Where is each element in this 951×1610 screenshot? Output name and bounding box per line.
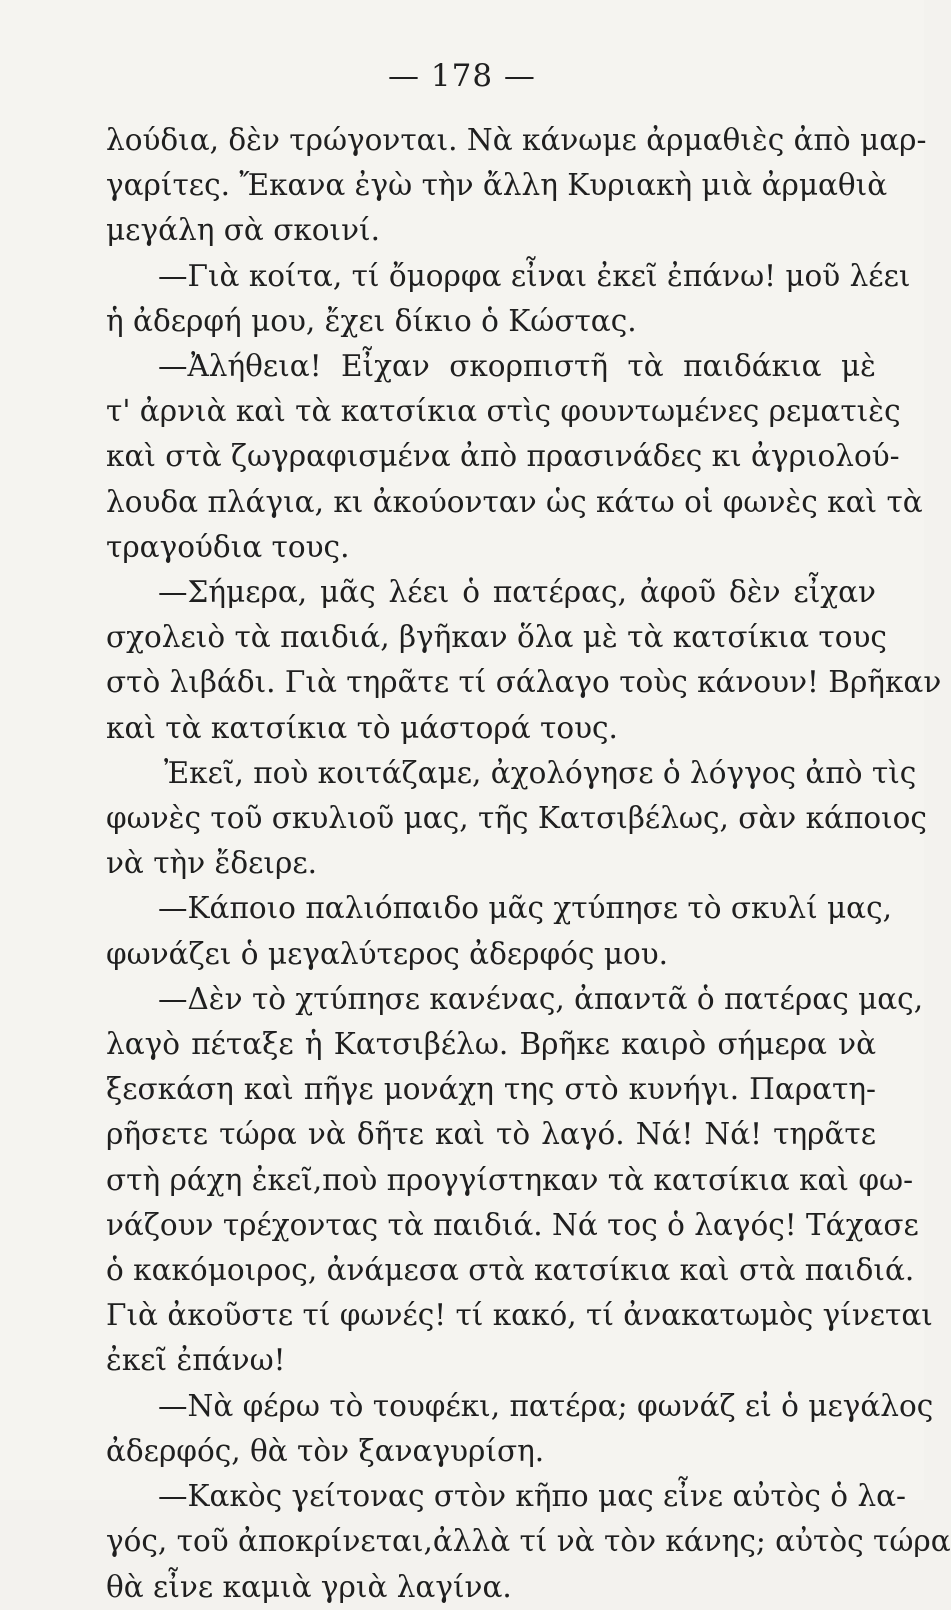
paragraph: [106, 118, 927, 254]
text-line: ξεσκάση καὶ πῆγε μονάχη της στὸ κυνήγι. Παρατη-: [106, 1072, 876, 1107]
paragraph: [106, 977, 933, 1384]
text-line: φωνάζει ὁ μεγαλύτερος ἀδερφός μου.: [106, 936, 669, 971]
text-line: ἐκεῖ ἐπάνω!: [106, 1343, 286, 1378]
text-line: καὶ τὰ κατσίκια τὸ μάστορά τους.: [106, 710, 618, 745]
text-line: θὰ εἶνε καμιὰ γριὰ λαγίνα.: [106, 1569, 512, 1604]
text-line: τ' ἀρνιὰ καὶ τὰ κατσίκια στὶς φουντωμένες ρεματιὲς: [106, 394, 901, 429]
page-body: [106, 118, 951, 1610]
paragraph: [106, 1474, 951, 1610]
text-line: λαγὸ πέταξε ἡ Κατσιβέλω. Βρῆκε καιρὸ σήμερα νὰ: [106, 1027, 876, 1062]
paragraph: [106, 344, 923, 570]
text-line: τραγούδια τους.: [106, 529, 350, 564]
paragraph: [106, 1384, 934, 1474]
text-line: ρῆσετε τώρα νὰ δῆτε καὶ τὸ λαγό. Νά! Νά! τηρᾶτε: [106, 1117, 876, 1152]
text-line: Ἐκεῖ, ποὺ κοιτάζαμε, ἀχολόγησε ὁ λόγγος ἀπὸ τὶς: [164, 755, 917, 790]
text-line: λουδα πλάγια, κι ἀκούονταν ὡς κάτω οἱ φωνὲς καὶ τὰ: [106, 484, 923, 519]
text-line: ἀδερφός, θὰ τὸν ξαναγυρίση.: [106, 1433, 545, 1468]
paragraph: [106, 886, 892, 976]
text-line: —Σήμερα, μᾶς λέει ὁ πατέρας, ἀφοῦ δὲν εἶχαν: [158, 575, 876, 610]
paragraph: [106, 570, 942, 751]
text-line: καὶ στὰ ζωγραφισμένα ἀπὸ πρασινάδες κι ἀγριολού-: [106, 439, 900, 474]
text-line: —Δὲν τὸ χτύπησε κανένας, ἀπαντᾶ ὁ πατέρας μας,: [158, 981, 924, 1016]
text-line: σχολειὸ τὰ παιδιά, βγῆκαν ὅλα μὲ τὰ κατσίκια τους: [106, 620, 887, 655]
text-line: γός, τοῦ ἀποκρίνεται,ἀλλὰ τί νὰ τὸν κάνης; αὐτὸς τώρα: [106, 1524, 951, 1559]
paragraph: [106, 751, 927, 887]
text-line: γαρίτες. Ἔκανα ἐγὼ τὴν ἄλλη Κυριακὴ μιὰ ἀρμαθιὰ: [106, 168, 888, 203]
text-line: στὴ ράχη ἐκεῖ,ποὺ προγγίστηκαν τὰ κατσίκια καὶ φω-: [106, 1162, 914, 1197]
text-line: —Γιὰ κοίτα, τί ὄμορφα εἶναι ἐκεῖ ἐπάνω! μοῦ λέει: [158, 258, 911, 293]
paragraph: [106, 254, 911, 344]
text-line: ἡ ἀδερφή μου, ἔχει δίκιο ὁ Κώστας.: [106, 303, 637, 338]
text-line: στὸ λιβάδι. Γιὰ τηρᾶτε τί σάλαγο τοὺς κάνουν! Βρῆκαν: [106, 665, 942, 700]
text-line: νὰ τὴν ἔδειρε.: [106, 846, 317, 881]
text-line: Γιὰ ἀκοῦστε τί φωνές! τί κακό, τί ἀνακατωμὸς γίνεται: [106, 1298, 933, 1333]
page-number: — 178 —: [388, 58, 536, 94]
text-line: φωνὲς τοῦ σκυλιοῦ μας, τῆς Κατσιβέλως, σὰν κάποιος: [106, 801, 927, 836]
text-line: —Ἀλήθεια! Εἶχαν σκορπιστῆ τὰ παιδάκια μὲ: [158, 349, 876, 384]
text-line: νάζουν τρέχοντας τὰ παιδιά. Νά τος ὁ λαγός! Τάχασε: [106, 1207, 919, 1242]
text-line: μεγάλη σὰ σκοινί.: [106, 213, 380, 248]
text-line: ὁ κακόμοιρος, ἀνάμεσα στὰ κατσίκια καὶ στὰ παιδιά.: [106, 1253, 915, 1288]
text-line: —Κακὸς γείτονας στὸν κῆπο μας εἶνε αὐτὸς ὁ λα-: [158, 1479, 907, 1514]
text-line: —Κάποιο παλιόπαιδο μᾶς χτύπησε τὸ σκυλί μας,: [158, 891, 892, 926]
text-line: —Νὰ φέρω τὸ τουφέκι, πατέρα; φωνάζ εἰ ὁ μεγάλος: [158, 1388, 934, 1423]
text-line: λούδια, δὲν τρώγονται. Νὰ κάνωμε ἀρμαθιὲς ἀπὸ μαρ-: [106, 123, 927, 157]
